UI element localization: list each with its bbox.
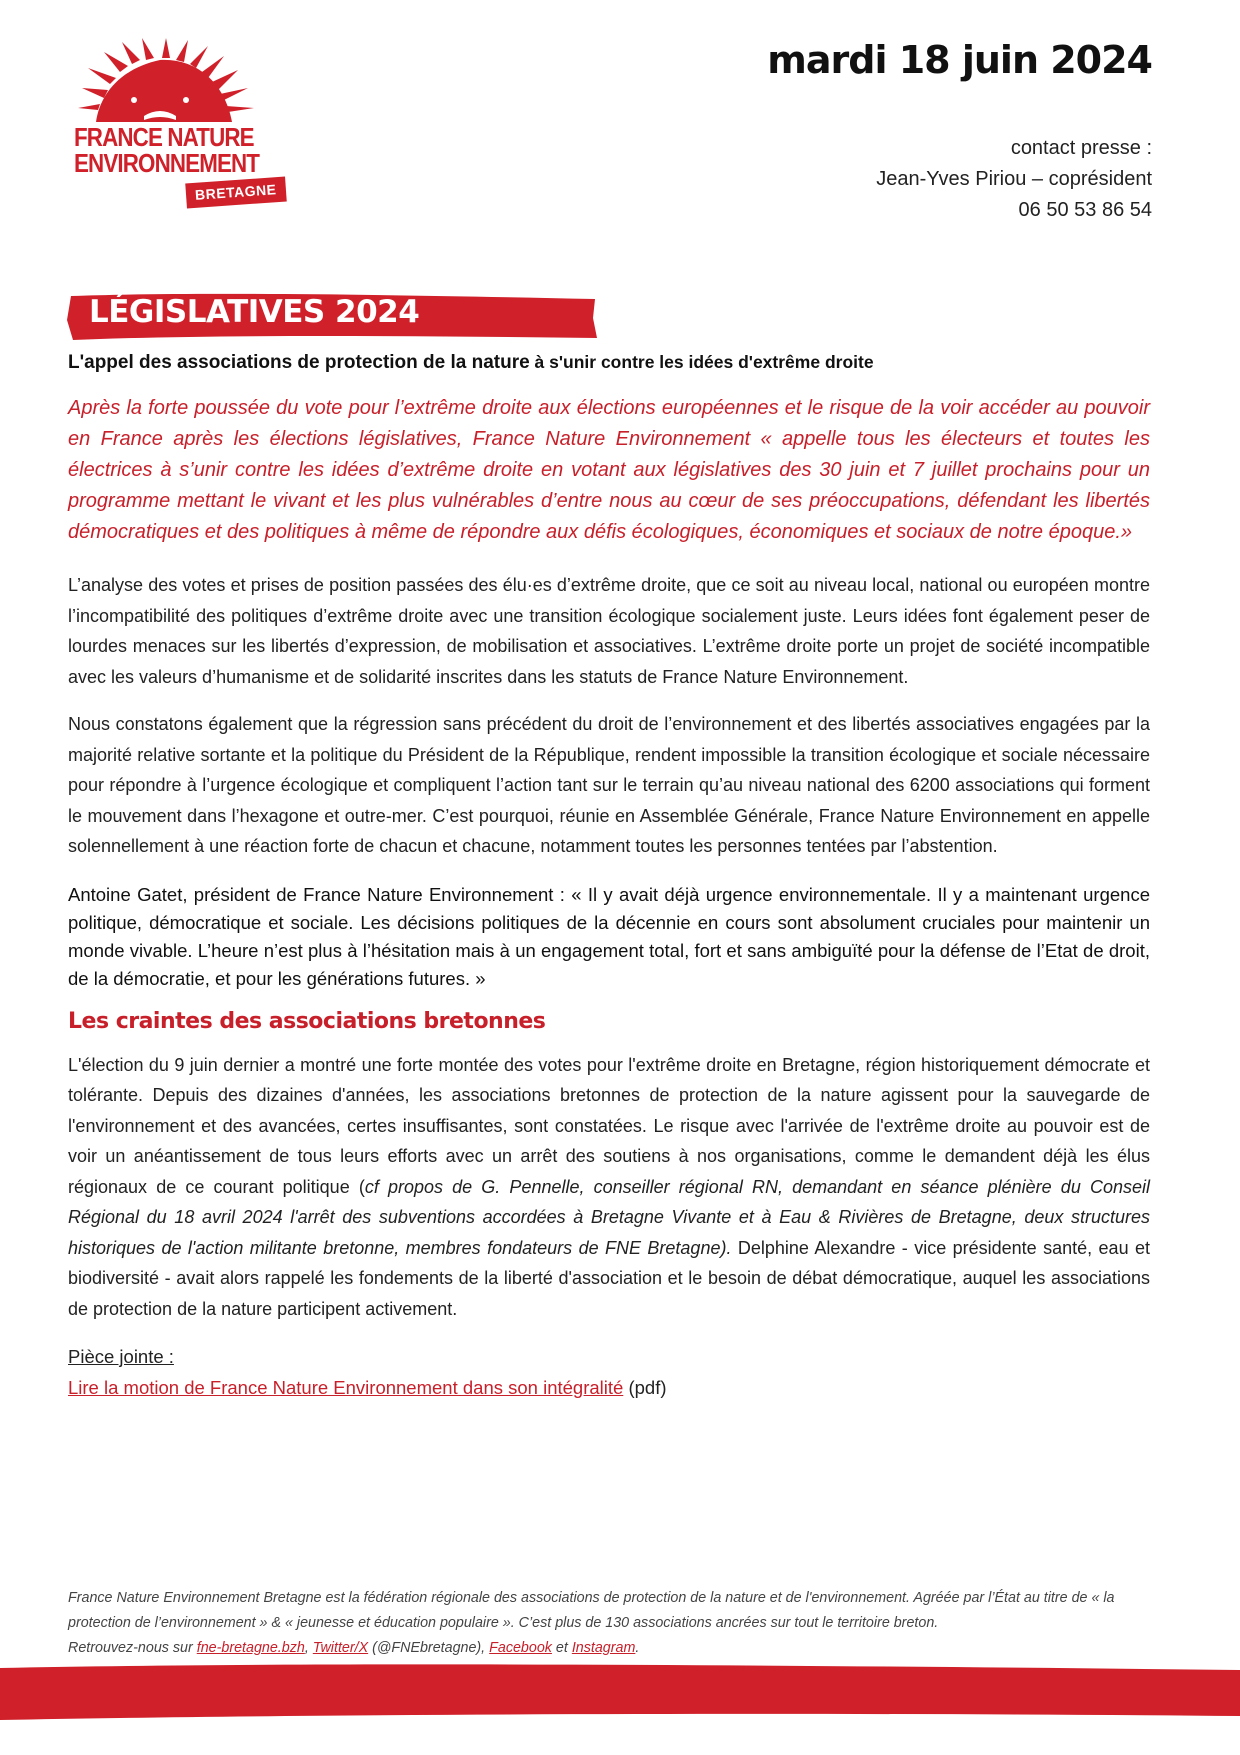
footer-note	[68, 1586, 1150, 1661]
fne-logo	[74, 38, 277, 208]
subtitle	[68, 352, 1148, 374]
president-quote: Antoine Gatet, président de France Nature Environnement : « Il y avait déjà urgence environnementale. Il y a maintenant urgence politique, démocratique et sociale. Les décisions politiques de la décennie en cours sont absolument cruciales pour maintenir un monde vivable. L’heure n’est plus à l’hésitation mais à un engagement total, fort et sans ambiguïté pour la défense de l’Etat de droit, de la démocratie, et pour les générations futures. »	[68, 883, 1150, 989]
paragraph-brittany-c: Delphine Alexandre - vice présidente santé, eau et biodiversité - avait alors rappelé les fondements de la liberté d'association et le besoin de débat démocratique, auquel les associations de protection de la nature participent activement.	[68, 1237, 1150, 1319]
press-date: mardi 18 juin 2024	[767, 38, 1152, 82]
paragraph-regression: Nous constatons également que la régression sans précédent du droit de l’environnement et des libertés associatives engagées par la majorité relative sortante et la politique du Président de la République, rendent impossible la transition écologique et sociale nécessaire pour répondre à l’urgence écologique et compliquent l’action tant sur le terrain qu’au niveau national des 6200 associations qui forment le mouvement dans l’hexagone et outre-mer. C’est pourquoi, réunie en Assemblée Générale, France Nature Environnement en appelle solennellement à une réaction forte de chacun et chacune, notamment toutes les personnes tentées par l’abstention.	[68, 714, 1150, 856]
title-banner	[67, 290, 597, 340]
paragraph-brittany-cite: cf propos de G. Pennelle, conseiller régional RN, demandant en séance plénière du Conseil Régional du 18 avril 2024 l'arrêt des subventions accordées à Bretagne Vivante et à Eau & Rivières de Bretagne, deux structures historiques de l'action militante bretonne, membres fondateurs de FNE Bretagne).	[68, 1176, 1150, 1258]
intro-paragraph: Après la forte poussée du vote pour l’extrême droite aux élections européennes et le risque de la voir accéder au pouvoir en France après les élections législatives, France Nature Environnement « appelle tous les électeurs et toutes les électrices à s’unir contre les idées d’extrême droite en votant aux législatives des 30 juin et 7 juillet prochains pour un programme mettant le vivant et les plus vulnérables d’entre nous au cœur de ses préoccupations, défendant les libertés démocratiques et des politiques à même de répondre aux défis écologiques, économiques et sociaux de notre époque.»	[68, 397, 1150, 543]
press-contact	[876, 133, 1152, 226]
footer-link-site[interactable]: fne-bretagne.bzh	[196, 1640, 305, 1656]
footer-link-twitter[interactable]: Twitter/X	[312, 1640, 369, 1656]
footer-text: France Nature Environnement Bretagne est la fédération régionale des associations de protection de la nature et de l'environnement. Agréée par l’État au titre de « la protection de l’environnement » & « jeunesse et éducation populaire ». C’est plus de 130 associations ancrées sur tout le territoire breton.	[68, 1590, 1115, 1631]
attachment-suffix: (pdf)	[623, 1377, 667, 1398]
attachment-link[interactable]: Lire la motion de France Nature Environnement dans son intégralité	[68, 1377, 624, 1398]
logo-line1: FRANCE NATURE	[74, 122, 254, 152]
bottom-brush-band	[0, 1660, 1240, 1720]
footer-handle: (@FNEbretagne),	[368, 1640, 490, 1656]
article-body	[68, 393, 1150, 1403]
footer-link-facebook[interactable]: Facebook	[489, 1640, 552, 1656]
footer-link-instagram[interactable]: Instagram	[571, 1640, 636, 1656]
paragraph-brittany	[68, 1050, 1150, 1325]
banner-title: LÉGISLATIVES 2024	[89, 294, 420, 330]
section-heading: Les craintes des associations bretonnes	[68, 1008, 546, 1034]
logo-line2: ENVIRONNEMENT	[74, 148, 260, 178]
subtitle-bold: L'appel des associations de protection de la nature	[68, 352, 530, 373]
footer-prefix: Retrouvez-nous sur	[68, 1640, 197, 1656]
contact-phone: 06 50 53 86 54	[1018, 199, 1152, 221]
footer-sep: ,	[304, 1640, 313, 1656]
paragraph-brittany-a: L'élection du 9 juin dernier a montré une forte montée des votes pour l'extrême droite en Bretagne, région historiquement démocrate et tolérante. Depuis des dizaines d'années, les associations bretonnes de protection de la nature agissent pour la sauvegarde de l'environnement et des avancées, certes insuffisantes, sont constatées. Le risque avec l'arrivée de l'extrême droite au pouvoir est de voir un anéantissement de tous leurs efforts avec un arrêt des soutiens à nos organisations, comme le demandent déjà les élus régionaux de ce courant politique (	[68, 1054, 1150, 1197]
footer-end: .	[635, 1640, 640, 1656]
attachment	[68, 1341, 1150, 1403]
footer-and: et	[551, 1640, 572, 1656]
logo-badge: BRETAGNE	[185, 177, 286, 209]
hedgehog-icon	[74, 38, 264, 128]
subtitle-rest: à s'unir contre les idées d'extrême droite	[529, 352, 874, 372]
contact-label: contact presse :	[1010, 137, 1152, 159]
contact-name: Jean-Yves Piriou – coprésident	[876, 168, 1152, 190]
paragraph-analysis: L’analyse des votes et prises de position passées des élu·es d’extrême droite, que ce soit au niveau local, national ou européen montre l’incompatibilité des politiques d’extrême droite avec une transition écologique socialement juste. Leurs idées font également peser de lourdes menaces sur les libertés d’expression, de mobilisation et associatives. L’extrême droite porte un projet de société incompatible avec les valeurs d’humanisme et de solidarité inscrites dans les statuts de France Nature Environnement.	[68, 575, 1150, 687]
attachment-label: Pièce jointe :	[68, 1346, 174, 1367]
